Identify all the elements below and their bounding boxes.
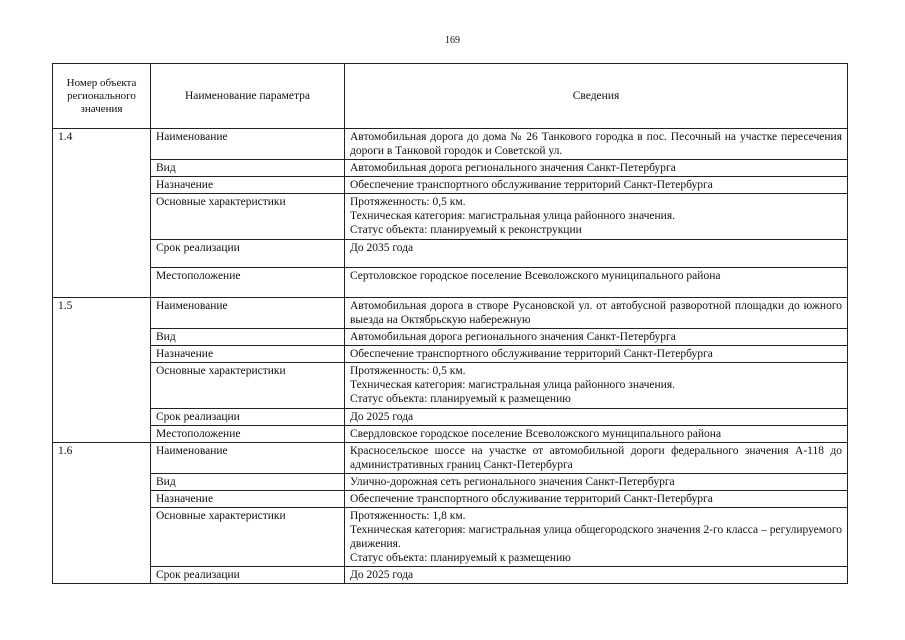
table-row xyxy=(53,474,848,491)
value-line: Сертоловское городское поселение Всеволожского муниципального района xyxy=(350,270,721,282)
table-row xyxy=(53,443,848,474)
header-information: Сведения xyxy=(345,64,848,129)
parameter-name: Наименование xyxy=(151,129,345,160)
value-line: До 2035 года xyxy=(350,242,414,254)
table-row xyxy=(53,129,848,160)
value-line: Протяженность: 0,5 км. xyxy=(350,196,466,208)
table-row xyxy=(53,268,848,298)
value-line: До 2025 года xyxy=(350,569,414,581)
value-line: Улично-дорожная сеть регионального значения Санкт-Петербурга xyxy=(350,476,675,488)
parameter-name: Основные характеристики xyxy=(151,363,345,409)
value-line: Свердловское городское поселение Всеволожского муниципального района xyxy=(350,428,722,440)
parameter-name: Местоположение xyxy=(151,426,345,443)
parameter-name: Местоположение xyxy=(151,268,345,298)
value-line: До 2025 года xyxy=(350,411,414,423)
parameter-value xyxy=(345,409,848,426)
parameter-value xyxy=(345,474,848,491)
value-line: Статус объекта: планируемый к размещению xyxy=(350,552,571,564)
value-line: Техническая категория: магистральная улица общегородского значения 2-го класса – регулируемого движения. xyxy=(350,524,842,550)
value-line: Протяженность: 1,8 км. xyxy=(350,510,466,522)
parameter-value xyxy=(345,363,848,409)
table-row xyxy=(53,240,848,268)
parameter-name: Основные характеристики xyxy=(151,194,345,240)
parameter-name: Назначение xyxy=(151,491,345,508)
parameter-value xyxy=(345,567,848,584)
table-row xyxy=(53,567,848,584)
parameter-value xyxy=(345,268,848,298)
page-number: 169 xyxy=(445,35,460,46)
parameter-name: Назначение xyxy=(151,346,345,363)
parameter-value xyxy=(345,443,848,474)
table-row xyxy=(53,491,848,508)
parameter-value xyxy=(345,240,848,268)
object-number: 1.4 xyxy=(53,129,151,298)
value-line: Автомобильная дорога до дома № 26 Танкового городка в пос. Песочный на участке пересечения дороги в Танковой городок и Советской ул. xyxy=(350,131,842,157)
value-line: Статус объекта: планируемый к размещению xyxy=(350,393,571,405)
value-line: Техническая категория: магистральная улица районного значения. xyxy=(350,210,676,222)
table-row xyxy=(53,329,848,346)
parameter-name: Назначение xyxy=(151,177,345,194)
regional-objects-table xyxy=(52,63,848,584)
parameter-name: Основные характеристики xyxy=(151,508,345,567)
value-line: Обеспечение транспортного обслуживание территорий Санкт-Петербурга xyxy=(350,348,713,360)
parameter-name: Вид xyxy=(151,474,345,491)
parameter-name: Вид xyxy=(151,329,345,346)
value-line: Автомобильная дорога регионального значения Санкт-Петербурга xyxy=(350,162,676,174)
object-number: 1.6 xyxy=(53,443,151,584)
parameter-value xyxy=(345,508,848,567)
parameter-value xyxy=(345,298,848,329)
table-row xyxy=(53,194,848,240)
table-row xyxy=(53,363,848,409)
parameter-value xyxy=(345,194,848,240)
parameter-name: Вид xyxy=(151,160,345,177)
value-line: Протяженность: 0,5 км. xyxy=(350,365,466,377)
parameter-value xyxy=(345,491,848,508)
object-number: 1.5 xyxy=(53,298,151,443)
value-line: Обеспечение транспортного обслуживание территорий Санкт-Петербурга xyxy=(350,179,713,191)
parameter-name: Наименование xyxy=(151,298,345,329)
header-parameter-name: Наименование параметра xyxy=(151,64,345,129)
parameter-name: Срок реализации xyxy=(151,240,345,268)
parameter-value xyxy=(345,346,848,363)
table-row xyxy=(53,508,848,567)
parameter-name: Срок реализации xyxy=(151,567,345,584)
value-line: Автомобильная дорога в створе Русановской ул. от автобусной разворотной площадки до южного выезда на Октябрьскую набережную xyxy=(350,300,842,326)
parameter-name: Наименование xyxy=(151,443,345,474)
value-line: Техническая категория: магистральная улица районного значения. xyxy=(350,379,676,391)
value-line: Красносельское шоссе на участке от автомобильной дороги федерального значения А-118 до административных границ Санкт-Петербурга xyxy=(350,445,842,471)
table-row xyxy=(53,426,848,443)
table-row xyxy=(53,346,848,363)
table-body xyxy=(53,129,848,584)
table-row xyxy=(53,160,848,177)
header-object-number: Номер объекта регионального значения xyxy=(53,64,151,129)
parameter-value xyxy=(345,160,848,177)
value-line: Статус объекта: планируемый к реконструкции xyxy=(350,224,582,236)
parameter-name: Срок реализации xyxy=(151,409,345,426)
table-row xyxy=(53,409,848,426)
table-row xyxy=(53,177,848,194)
table-row xyxy=(53,298,848,329)
table-header-row xyxy=(53,64,848,129)
parameter-value xyxy=(345,129,848,160)
parameter-value xyxy=(345,426,848,443)
value-line: Обеспечение транспортного обслуживание территорий Санкт-Петербурга xyxy=(350,493,713,505)
value-line: Автомобильная дорога регионального значения Санкт-Петербурга xyxy=(350,331,676,343)
parameter-value xyxy=(345,177,848,194)
parameter-value xyxy=(345,329,848,346)
